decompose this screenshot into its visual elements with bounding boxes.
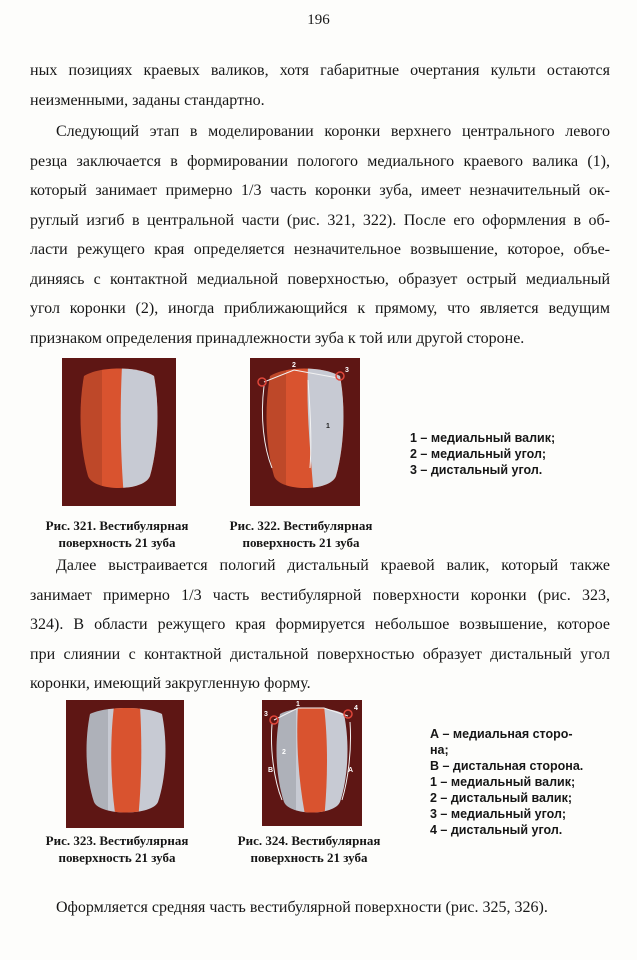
marker-1: 1: [326, 423, 330, 430]
caption-line: Рис. 321. Вестибулярная: [45, 518, 189, 533]
paragraph-2: [30, 117, 610, 353]
text-line: при слиянии с контактной дистальной поверхностью образует дистальный угол: [30, 645, 610, 663]
figure-321-caption: [32, 518, 202, 551]
figure-323-photo: [66, 700, 184, 828]
caption-line: поверхность 21 зуба: [58, 534, 176, 550]
text-line: который занимает примерно 1/3 часть коронки зуба, имеет незначительный ок-: [30, 182, 610, 199]
legend-item: 3 – медиальный угол;: [430, 807, 567, 821]
marker-b: B: [268, 767, 274, 774]
marker-2: 2: [282, 749, 286, 756]
marker-1: 1: [296, 701, 300, 708]
figure-324-photo: [262, 700, 362, 826]
legend-item: 1 – медиальный валик;: [410, 431, 556, 445]
text-line: ласти режущего края определяется незначительное возвышение, которое, объе-: [30, 241, 610, 258]
legend-item: В – дистальная сторона.: [430, 759, 584, 773]
legend-figure-322: [410, 430, 555, 478]
caption-line: поверхность 21 зуба: [58, 849, 176, 865]
figure-322-caption: [216, 518, 386, 551]
caption-line: поверхность 21 зуба: [242, 534, 360, 550]
paragraph-1: [30, 56, 610, 115]
text-line: Далее выстраивается пологий дистальный краевой валик, который также: [56, 557, 610, 574]
marker-3: 3: [345, 367, 349, 374]
marker-4: 4: [354, 705, 358, 712]
caption-line: Рис. 322. Вестибулярная: [229, 518, 373, 533]
text-line: Следующий этап в моделировании коронки верхнего центрального левого: [56, 123, 610, 140]
legend-figure-324: [430, 726, 583, 838]
text-line: занимает примерно 1/3 часть вестибулярной поверхности коронки (рис. 323,: [30, 586, 610, 604]
text-line: Оформляется средняя часть вестибулярной поверхности (рис. 325, 326).: [56, 899, 548, 916]
legend-item: на;: [430, 743, 449, 757]
caption-line: Рис. 324. Вестибулярная: [237, 833, 381, 848]
figure-323-caption: [32, 833, 202, 866]
marker-2: 2: [292, 362, 296, 369]
legend-item: А – медиальная сторо-: [430, 727, 573, 741]
figure-322-photo: [250, 358, 360, 506]
text-line: 324). В области режущего края формируется небольшое возвышение, которое: [30, 616, 610, 633]
text-line: коронки, имеющий закругленную форму.: [30, 675, 311, 692]
caption-line: Рис. 323. Вестибулярная: [45, 833, 189, 848]
text-line: признаком определения принадлежности зуба к той или другой стороне.: [30, 329, 525, 347]
legend-item: 2 – дистальный валик;: [430, 791, 573, 805]
legend-item: 2 – медиальный угол;: [410, 447, 547, 461]
text-line: ных позициях краевых валиков, хотя габаритные очертания культи остаются: [30, 62, 610, 79]
figure-324-caption: [224, 833, 394, 866]
text-line: угол коронки (2), иногда приближающийся к прямому, что является ведущим: [30, 300, 610, 317]
text-line: неизменными, заданы стандартно.: [30, 91, 265, 109]
page-number: 196: [307, 12, 330, 28]
figure-321-photo: [62, 358, 176, 506]
legend-item: 3 – дистальный угол.: [410, 463, 543, 477]
marker-3: 3: [264, 711, 268, 718]
text-line: руглый изгиб в центральной части (рис. 321, 322). После его оформления в об-: [30, 211, 610, 229]
paragraph-4: [30, 893, 610, 923]
text-line: диняясь с контактной медиальной поверхностью, образует острый медиальный: [30, 270, 610, 288]
legend-item: 4 – дистальный угол.: [430, 823, 563, 837]
paragraph-3: [30, 551, 610, 699]
text-line: резца заключается в формировании пологого медиального краевого валика (1),: [30, 152, 610, 170]
caption-line: поверхность 21 зуба: [250, 849, 368, 865]
legend-item: 1 – медиальный валик;: [430, 775, 576, 789]
marker-a: A: [348, 767, 354, 774]
